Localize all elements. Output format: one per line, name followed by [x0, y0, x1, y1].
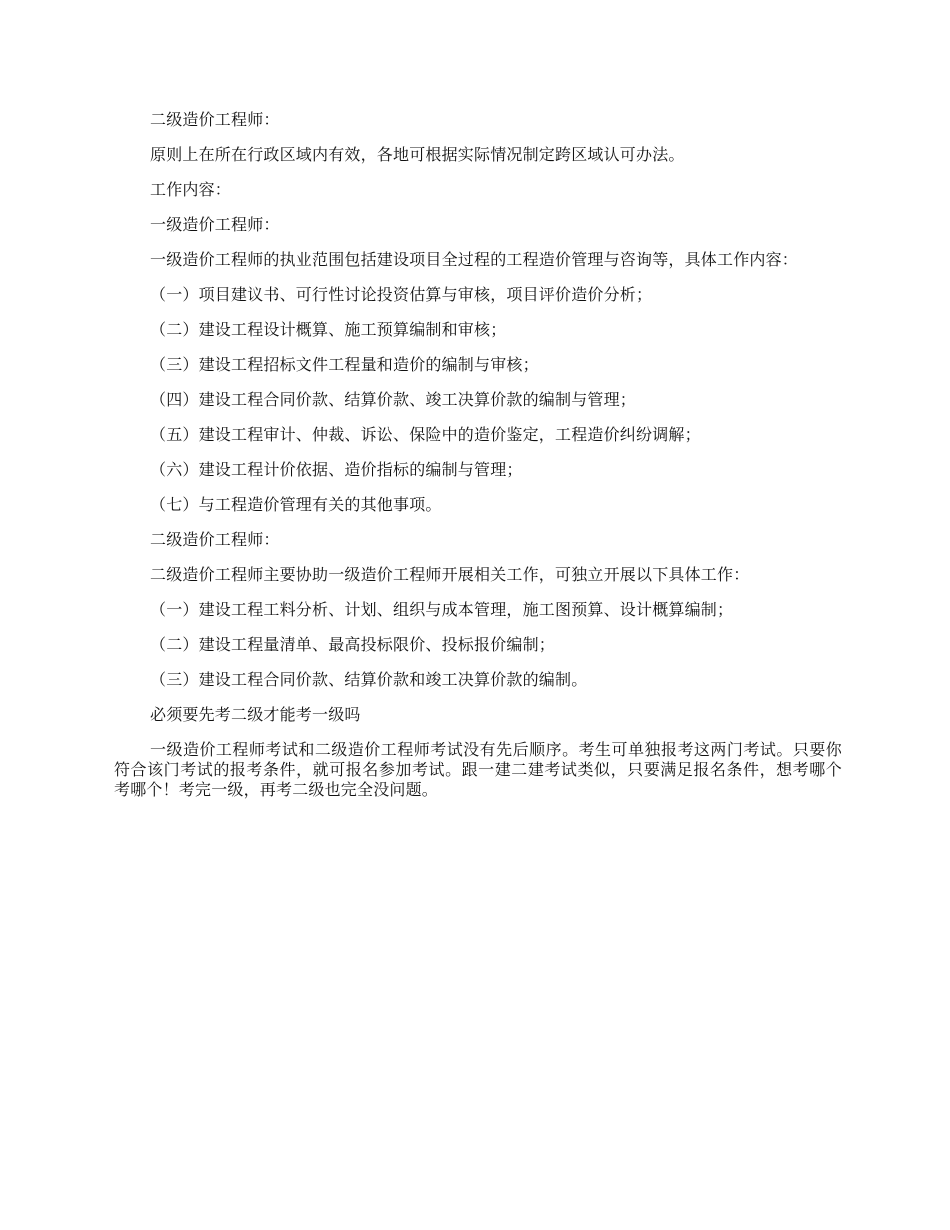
paragraph-2: 原则上在所在行政区域内有效，各地可根据实际情况制定跨区域认可办法。	[150, 145, 685, 164]
paragraph-1: 二级造价工程师：	[150, 110, 280, 129]
paragraph-15: （一）建设工程工料分析、计划、组织与成本管理，施工图预算、设计概算编制；	[150, 600, 734, 619]
paragraph-6: （一）项目建议书、可行性讨论投资估算与审核，项目评价造价分析；	[150, 285, 653, 304]
paragraph-13: 二级造价工程师：	[150, 530, 280, 549]
paragraph-10: （五）建设工程审计、仲裁、诉讼、保险中的造价鉴定，工程造价纠纷调解；	[150, 425, 701, 444]
paragraph-5: 一级造价工程师的执业范围包括建设项目全过程的工程造价管理与咨询等，具体工作内容：	[150, 250, 799, 269]
document-page	[114, 110, 842, 800]
paragraph-7: （二）建设工程设计概算、施工预算编制和审核；	[150, 320, 507, 339]
paragraph-16: （二）建设工程量清单、最高投标限价、投标报价编制；	[150, 635, 556, 654]
paragraph-18: 必须要先考二级才能考一级吗	[150, 705, 361, 724]
paragraph-4: 一级造价工程师：	[150, 215, 280, 234]
paragraph-14: 二级造价工程师主要协助一级造价工程师开展相关工作，可独立开展以下具体工作：	[150, 565, 750, 584]
paragraph-9: （四）建设工程合同价款、结算价款、竣工决算价款的编制与管理；	[150, 390, 637, 409]
paragraph-8: （三）建设工程招标文件工程量和造价的编制与审核；	[150, 355, 539, 374]
paragraph-17: （三）建设工程合同价款、结算价款和竣工决算价款的编制。	[150, 670, 588, 689]
paragraph-3: 工作内容：	[150, 180, 232, 199]
paragraph-11: （六）建设工程计价依据、造价指标的编制与管理；	[150, 460, 523, 479]
paragraph-12: （七）与工程造价管理有关的其他事项。	[150, 495, 442, 514]
paragraph-19: 一级造价工程师考试和二级造价工程师考试没有先后顺序。考生可单独报考这两门考试。只要你符合该门考试的报考条件，就可报名参加考试。跟一建二建考试类似，只要满足报名条件，想考哪个考哪个！考完一级，再考二级也完全没问题。	[114, 740, 842, 799]
